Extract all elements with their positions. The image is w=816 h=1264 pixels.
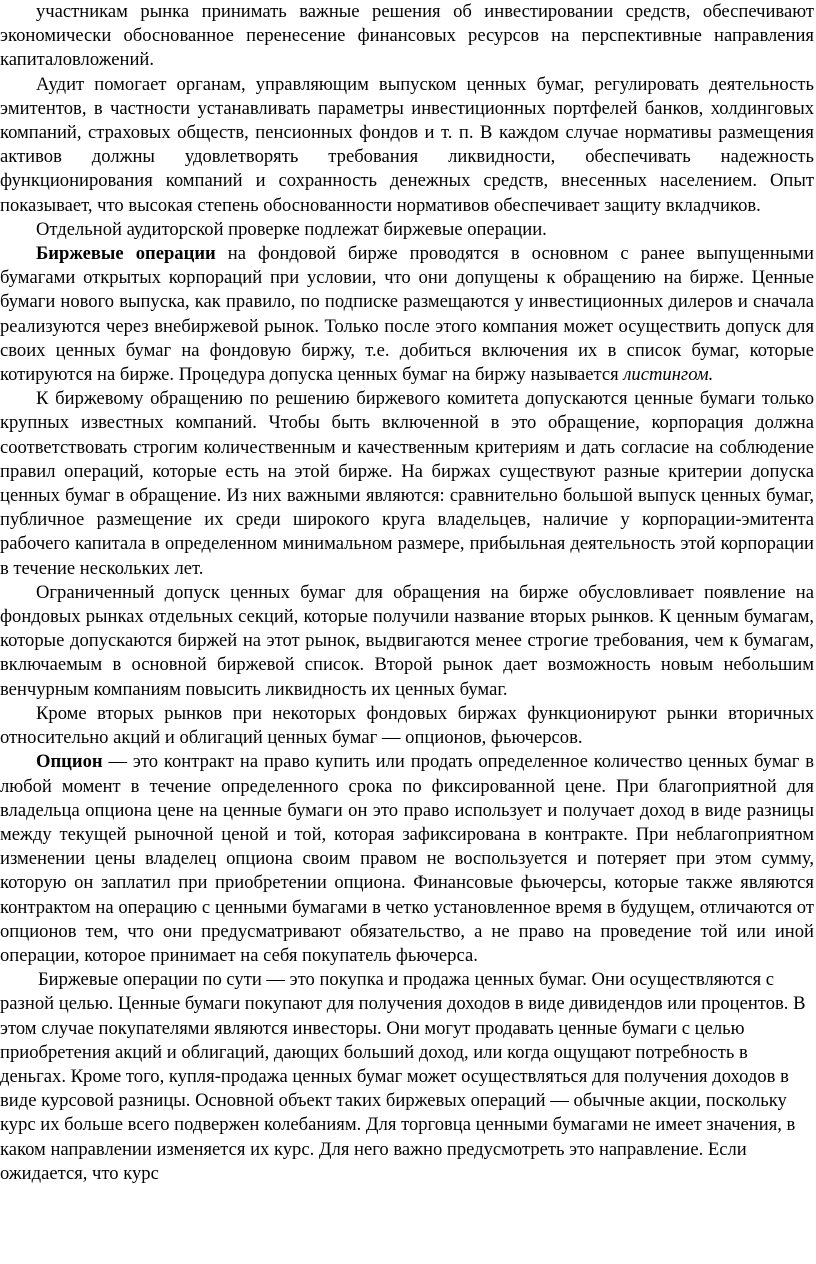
- paragraph-option: [0, 750, 814, 968]
- paragraph-end: .: [708, 364, 714, 386]
- paragraph-text: Отдельной аудиторской проверке подлежат биржевые операции.: [36, 218, 547, 240]
- paragraph-continuation: [0, 0, 814, 73]
- paragraph-text: участникам рынка принимать важные решения об инвестировании средств, обеспечивают экономически обоснованное перенесение финансовых ресурсов на перспективные направления капиталовложений.: [0, 1, 814, 71]
- paragraph-text: на фондовой бирже проводятся в основном с ранее выпущенными бумагами открытых корпораций при условии, что они допущены к обращению на бирже. Ценные бумаги нового выпуска, как правило, по подписке размещаются у инвестиционных дилеров и сначала реализуются через внебиржевой рынок. Только после этого компания может осуществить допуск для своих ценных бумаг на фондовую биржу, т.е. добиться включения их в список бумаг, которые котируются на бирже. Процедура допуска ценных бумаг на биржу называется: [0, 243, 814, 386]
- paragraph-text: Биржевые операции по сути — это покупка и продажа ценных бумаг. Они осуществляются с разной целью. Ценные бумаги покупают для получения доходов в виде дивидендов или процентов. В этом случае покупателями являются инвесторы. Они могут продавать ценные бумаги с целью приобретения акций и облигаций, дающих больший доход, или когда ощущают потребность в деньгах. Кроме того, купля-продажа ценных бумаг может осуществляться для получения доходов в виде курсовой разницы. Основной объект таких биржевых операций — обычные акции, поскольку курс их больше всего подвержен колебаниям. Для торговца ценными бумагами не имеет значения, в каком направлении изменяется их курс. Для него важно предусмотреть это направление. Если ожидается, что курс: [0, 969, 806, 1184]
- paragraph-text: — это контракт на право купить или продать определенное количество ценных бумаг в любой момент в течение определенного срока по фиксированной цене. При благоприятной для владельца опциона цене на ценные бумаги он это право использует и получает доход в виде разницы между текущей рыночной ценой и той, которая зафиксирована в контракте. При неблагоприятном изменении цены владелец опциона своим правом не воспользуется и потеряет при этом сумму, которую он заплатил при приобретении опциона. Финансовые фьючерсы, которые также являются контрактом на операцию с ценными бумагами в четко установленное время в будущем, отличаются от опционов тем, что они предусматривают обязательство, а не право на проведение той или иной операции, которое принимает на себя покупатель фьючерса.: [0, 751, 814, 966]
- paragraph-exchange-essence: [0, 968, 814, 1186]
- paragraph-second-markets: [0, 581, 814, 702]
- paragraph-exchange-audit: [0, 218, 814, 242]
- paragraph-text: Аудит помогает органам, управляющим выпуском ценных бумаг, регулировать деятельность эмитентов, в частности устанавливать параметры инвестиционных портфелей банков, холдинговых компаний, страховых обществ, пенсионных фондов и т. п. В каждом случае нормативы размещения активов должны удовлетворять требования ликвидности, обеспечивать надежность функционирования компаний и сохранность денежных средств, внесенных населением. Опыт показывает, что высокая степень обоснованности нормативов обеспечивает защиту вкладчиков.: [0, 73, 814, 216]
- paragraph-text: Ограниченный допуск ценных бумаг для обращения на бирже обусловливает появление на фондовых рынках отдельных секций, которые получили название вторых рынков. К ценным бумагам, которые допускаются биржей на этот рынок, выдвигаются менее строгие требования, чем к бумагам, включаемым в основной биржевой список. Второй рынок дает возможность новым небольшим венчурным компаниям повысить ликвидность их ценных бумаг.: [0, 581, 814, 700]
- paragraph-text: Кроме вторых рынков при некоторых фондовых биржах функционируют рынки вторичных относительно акций и облигаций ценных бумаг — опционов, фьючерсов.: [0, 702, 814, 749]
- paragraph-admission-criteria: [0, 387, 814, 581]
- term-exchange-operations: Биржевые операции: [36, 243, 216, 265]
- paragraph-audit: [0, 73, 814, 218]
- term-option: Опцион: [36, 751, 103, 773]
- paragraph-derivative-markets: [0, 702, 814, 750]
- term-listing: листингом: [623, 364, 709, 386]
- paragraph-exchange-operations: [0, 242, 814, 387]
- paragraph-text: К биржевому обращению по решению биржевого комитета допускаются ценные бумаги только крупных известных компаний. Чтобы быть включенной в это обращение, корпорация должна соответствовать строгим количественным и качественным критериям и дать согласие на соблюдение правил операций, которые есть на этой бирже. На биржах существуют разные критерии допуска ценных бумаг в обращение. Из них важными являются: сравнительно большой выпуск ценных бумаг, публичное размещение их среди широкого круга владельцев, наличие у корпорации-эмитента рабочего капитала в определенном минимальном размере, прибыльная деятельность этой корпорации в течение нескольких лет.: [0, 388, 814, 579]
